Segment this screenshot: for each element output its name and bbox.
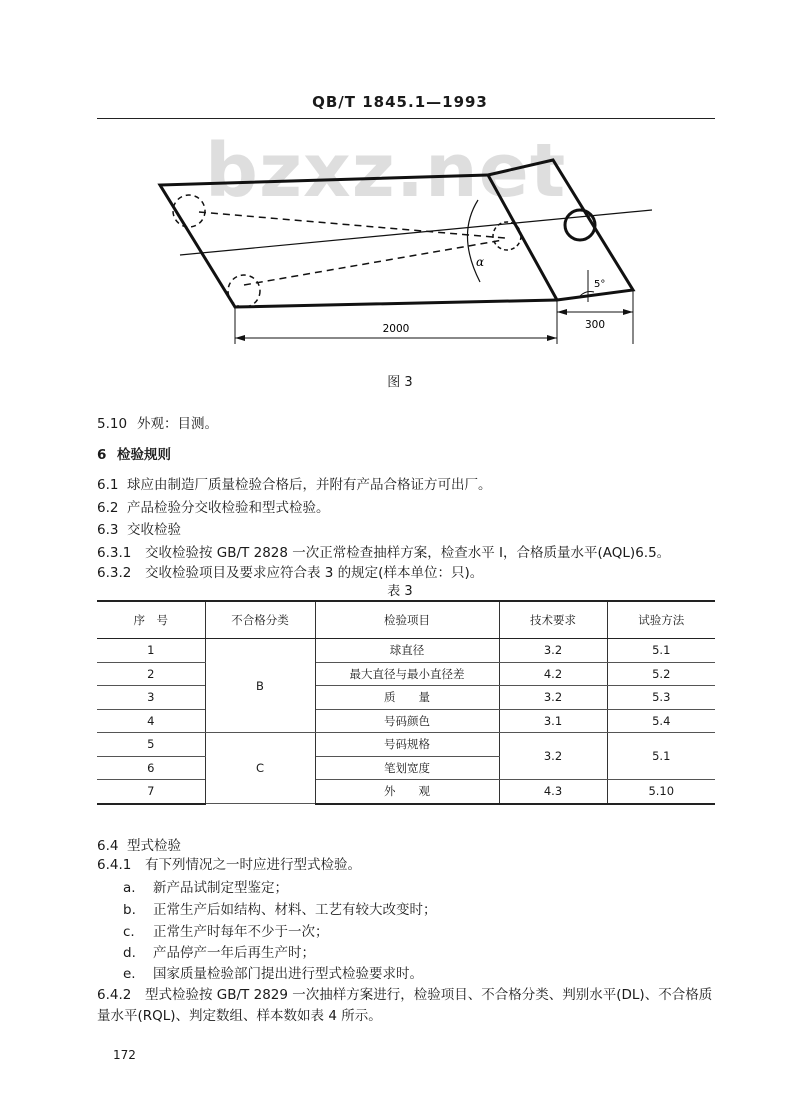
trajectory-lower (244, 240, 503, 285)
cell-item: 号码颜色 (315, 709, 499, 733)
section-title: 检验规则 (117, 447, 171, 463)
clause-text: 有下列情况之一时应进行型式检验。 (145, 857, 361, 873)
clause-number: 6.1 (97, 477, 119, 493)
clause-text: 球应由制造厂质量检验合格后，并附有产品合格证方可出厂。 (127, 477, 492, 493)
cell-no: 6 (97, 756, 205, 780)
col-header-method: 试验方法 (607, 601, 715, 639)
clause-6-4 (97, 834, 181, 854)
cell-item: 球直径 (315, 639, 499, 663)
cell-item: 号码规格 (315, 733, 499, 757)
col-header-no: 序 号 (97, 601, 205, 639)
clause-number: 6.4 (97, 838, 119, 854)
cell-item: 外 观 (315, 780, 499, 804)
clause-5-10 (97, 412, 218, 432)
arrow-300-left (557, 309, 567, 315)
figure-3-diagram (0, 0, 800, 370)
clause-6-4-1 (97, 853, 361, 873)
cell-item: 笔划宽度 (315, 756, 499, 780)
list-item (123, 876, 288, 896)
col-header-req: 技术要求 (499, 601, 607, 639)
clause-6-4-2 (97, 983, 712, 1003)
table-header-row (97, 601, 715, 639)
table-row (97, 780, 715, 804)
arrow-2000-right (547, 335, 557, 341)
cell-req-merged: 3.2 (499, 733, 607, 780)
cell-method: 5.3 (607, 686, 715, 710)
list-text: 正常生产时每年不少于一次； (153, 924, 329, 940)
cell-req: 4.3 (499, 780, 607, 804)
table-row (97, 662, 715, 686)
list-label: e. (123, 966, 136, 982)
list-label: c. (123, 924, 135, 940)
cell-item: 最大直径与最小直径差 (315, 662, 499, 686)
clause-number: 5.10 (97, 416, 128, 432)
list-item (123, 898, 437, 918)
clause-number: 6.2 (97, 500, 119, 516)
angle-alpha-label: α (476, 255, 485, 269)
dim-label-2000: 2000 (382, 323, 410, 335)
col-header-item: 检验项目 (315, 601, 499, 639)
clause-number: 6.4.1 (97, 857, 132, 873)
clause-6-3-2 (97, 561, 483, 581)
table-row (97, 733, 715, 757)
table-3 (97, 600, 715, 805)
clause-text: 交收检验项目及要求应符合表 3 的规定(样本单位：只)。 (145, 565, 484, 581)
cell-req: 3.2 (499, 639, 607, 663)
cell-method: 5.4 (607, 709, 715, 733)
figure-caption: 图 3 (387, 375, 413, 390)
clause-6-1 (97, 473, 492, 493)
cell-method-merged: 5.1 (607, 733, 715, 780)
cell-no: 1 (97, 639, 205, 663)
clause-6-3 (97, 518, 181, 538)
ball (565, 210, 595, 240)
clause-6-2 (97, 496, 330, 516)
cell-class-c: C (205, 733, 315, 804)
standard-code: QB/T 1845.1—1993 (312, 93, 488, 111)
cell-no: 5 (97, 733, 205, 757)
angle-5-label: 5° (594, 279, 606, 290)
section-6-heading (97, 443, 171, 463)
cell-no: 4 (97, 709, 205, 733)
list-item (123, 920, 329, 940)
watermark: bzxz.net (205, 128, 567, 214)
cell-method: 5.10 (607, 780, 715, 804)
clause-number: 6.3.1 (97, 545, 132, 561)
cell-method: 5.2 (607, 662, 715, 686)
table-row (97, 639, 715, 663)
clause-text: 型式检验按 GB/T 2829 一次抽样方案进行，检验项目、不合格分类、判别水平(DL)、不合格质 (145, 987, 713, 1003)
clause-6-3-1 (97, 541, 670, 561)
clause-6-4-2-continued: 量水平(RQL)、判定数组、样本数如表 4 所示。 (97, 1008, 382, 1024)
table-row (97, 709, 715, 733)
clause-text: 产品检验分交收检验和型式检验。 (127, 500, 330, 516)
page-number: 172 (113, 1048, 136, 1062)
cell-no: 2 (97, 662, 205, 686)
clause-number: 6.3 (97, 522, 119, 538)
cell-item: 质 量 (315, 686, 499, 710)
section-number: 6 (97, 447, 107, 463)
list-item (123, 962, 423, 982)
list-label: d. (123, 945, 136, 961)
dim-label-300: 300 (584, 319, 606, 331)
clause-text: 型式检验 (127, 838, 181, 854)
cell-no: 7 (97, 780, 205, 804)
clause-text: 交收检验按 GB/T 2828 一次正常检查抽样方案，检查水平 I，合格质量水平(AQL)6.5。 (145, 545, 671, 561)
list-text: 国家质量检验部门提出进行型式检验要求时。 (153, 966, 423, 982)
trajectory-upper (199, 212, 505, 238)
cell-req: 4.2 (499, 662, 607, 686)
ball-position-top-left (173, 195, 205, 227)
clause-text: 交收检验 (127, 522, 181, 538)
table-row (97, 686, 715, 710)
cell-class-b: B (205, 639, 315, 733)
list-text: 产品停产一年后再生产时； (153, 945, 315, 961)
figure-outline-right (488, 160, 633, 300)
col-header-class: 不合格分类 (205, 601, 315, 639)
ball-position-bottom-left (228, 275, 260, 307)
cell-req: 3.1 (499, 709, 607, 733)
cell-req: 3.2 (499, 686, 607, 710)
cell-no: 3 (97, 686, 205, 710)
clause-text: 外观：目测。 (137, 416, 218, 432)
list-label: a. (123, 880, 136, 896)
list-text: 正常生产后如结构、材料、工艺有较大改变时； (153, 902, 437, 918)
list-label: b. (123, 902, 136, 918)
clause-number: 6.4.2 (97, 987, 132, 1003)
cell-method: 5.1 (607, 639, 715, 663)
table-caption: 表 3 (387, 584, 413, 599)
list-text: 新产品试制定型鉴定； (153, 880, 288, 896)
arrow-300-right (623, 309, 633, 315)
list-item (123, 941, 315, 961)
arrow-2000-left (235, 335, 245, 341)
clause-number: 6.3.2 (97, 565, 132, 581)
angle-arc (467, 200, 480, 282)
